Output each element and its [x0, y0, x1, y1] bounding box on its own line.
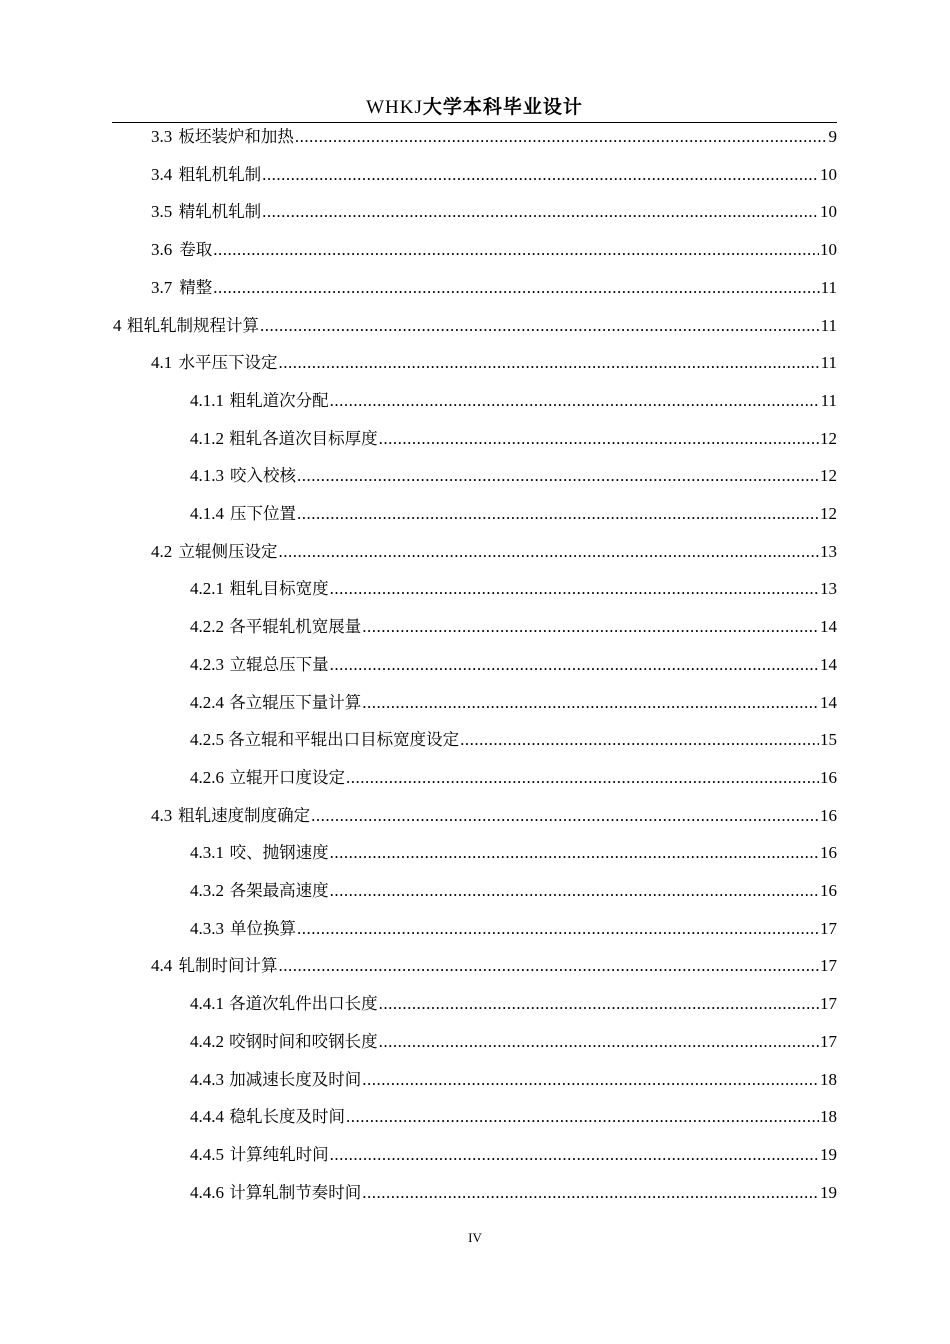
toc-entry-leader [330, 840, 819, 866]
toc-entry[interactable] [190, 501, 837, 527]
toc-entry-label: 单位换算 [230, 918, 297, 938]
toc-entry-number: 4.2.2 [190, 617, 224, 637]
toc-entry-leader [379, 1029, 819, 1055]
toc-entry-label: 立辊侧压设定 [178, 541, 278, 561]
toc-entry-leader [379, 426, 819, 452]
toc-entry[interactable] [190, 1067, 837, 1093]
toc-entry-leader [262, 162, 819, 188]
toc-entry[interactable] [190, 576, 837, 602]
toc-entry-number: 3.3 [151, 127, 173, 146]
toc-entry-page: 11 [820, 353, 837, 373]
toc-entry-number: 4.2.6 [190, 767, 224, 787]
toc-entry-label: 咬钢时间和咬钢长度 [229, 1031, 378, 1051]
toc-entry-leader [297, 501, 819, 527]
toc-entry-leader [260, 313, 820, 339]
toc-entry-label: 精轧机轧制 [178, 202, 262, 222]
toc-entry-leader [330, 1142, 819, 1168]
toc-entry-page: 19 [820, 1182, 837, 1202]
toc-entry-number: 3.4 [151, 164, 173, 184]
toc-entry-page: 13 [820, 579, 837, 599]
toc-entry-leader [346, 765, 819, 791]
toc-entry[interactable] [113, 313, 837, 339]
toc-entry-page: 17 [820, 994, 837, 1014]
toc-entry-leader [330, 576, 819, 602]
toc-entry[interactable] [151, 539, 837, 565]
toc-entry-page: 10 [820, 240, 837, 260]
toc-entry-number: 4.2 [151, 541, 173, 561]
toc-entry[interactable] [190, 1142, 837, 1168]
toc-entry[interactable] [190, 1104, 837, 1130]
toc-entry-label: 加减速长度及时间 [229, 1069, 362, 1089]
toc-entry-number: 3.5 [151, 202, 173, 222]
toc-entry[interactable] [190, 916, 837, 942]
toc-entry-number: 4.4.3 [190, 1069, 224, 1089]
toc-entry-number: 3.7 [151, 277, 173, 297]
toc-entry[interactable] [151, 350, 837, 376]
toc-entry-number: 4.3.3 [190, 918, 224, 938]
toc-entry-page: 17 [820, 956, 837, 976]
toc-entry-leader [379, 991, 819, 1017]
toc-entry-number: 4.4.1 [190, 994, 224, 1014]
toc-entry-label: 压下位置 [230, 504, 297, 523]
toc-entry-leader [330, 388, 820, 414]
header-title-latin: WHKJ [366, 97, 423, 118]
toc-entry[interactable] [190, 388, 837, 414]
toc-entry-number: 4.4.4 [190, 1107, 224, 1127]
toc-entry-leader [346, 1104, 819, 1130]
toc-entry-page: 17 [820, 1031, 837, 1051]
toc-entry-page: 11 [820, 390, 837, 410]
toc-entry[interactable] [190, 765, 837, 791]
toc-entry-page: 18 [820, 1107, 837, 1127]
toc-entry-page: 16 [820, 843, 837, 863]
header-title [366, 97, 583, 118]
toc-entry-label: 各立辊压下量计算 [229, 692, 362, 712]
toc-entry-page: 12 [820, 504, 837, 523]
toc-entry-page: 11 [820, 315, 837, 335]
toc-entry-number: 4.1.2 [190, 428, 224, 448]
toc-entry-number: 4.2.1 [190, 579, 224, 599]
toc-entry-number: 4.4 [151, 956, 173, 976]
toc-entry-label: 各道次轧件出口长度 [229, 994, 378, 1014]
toc-entry[interactable] [151, 953, 837, 979]
toc-entry-label: 粗轧轧制规程计算 [127, 315, 260, 335]
toc-entry-label: 粗轧各道次目标厚度 [229, 428, 378, 448]
toc-entry-label: 各架最高速度 [229, 881, 329, 900]
toc-entry-leader [295, 124, 828, 150]
toc-entry-number: 4.4.2 [190, 1031, 224, 1051]
toc-entry-label: 稳轧长度及时间 [229, 1107, 345, 1127]
toc-entry-leader [297, 463, 819, 489]
toc-entry-page: 12 [820, 428, 837, 448]
toc-entry-label: 水平压下设定 [178, 353, 278, 373]
toc-entry-number: 4.1.3 [190, 466, 224, 486]
toc-entry-leader [262, 199, 819, 225]
toc-entry[interactable] [151, 199, 837, 225]
header-title-cjk: 大学本科毕业设计 [422, 96, 583, 118]
toc-entry-page: 14 [820, 692, 837, 712]
toc-entry-label: 立辊总压下量 [229, 654, 329, 674]
toc-entry-number: 4.2.5 [190, 730, 224, 750]
toc-entry-label: 板坯装炉和加热 [178, 127, 294, 146]
toc-entry-page: 10 [820, 202, 837, 222]
toc-entry-label: 粗轧目标宽度 [229, 579, 329, 599]
toc-entry[interactable] [190, 840, 837, 866]
toc-entry-page: 16 [820, 881, 837, 900]
toc-entry-page: 9 [828, 127, 837, 146]
toc-entry-page: 15 [820, 730, 837, 750]
toc-entry-number: 4.4.6 [190, 1182, 224, 1202]
toc-entry-label: 精整 [179, 277, 213, 297]
toc-entry-leader [362, 1067, 819, 1093]
toc-entry-label: 立辊开口度设定 [229, 767, 345, 787]
toc-entry-number: 4.2.3 [190, 654, 224, 674]
toc-entry-page: 11 [820, 277, 837, 297]
toc-entry-leader [213, 237, 819, 263]
toc-entry[interactable] [190, 727, 837, 753]
toc-entry-page: 10 [820, 164, 837, 184]
toc-entry-page: 13 [820, 541, 837, 561]
toc-entry[interactable] [190, 614, 837, 640]
toc-entry-number: 4.2.4 [190, 692, 224, 712]
toc-entry-page: 18 [820, 1069, 837, 1089]
toc-entry[interactable] [151, 124, 837, 150]
toc-entry-number: 4.3 [151, 805, 173, 825]
toc-entry[interactable] [190, 652, 837, 678]
toc-entry-label: 各平辊轧机宽展量 [229, 617, 362, 637]
toc-entry-leader [278, 953, 819, 979]
toc-entry[interactable] [190, 1029, 837, 1055]
toc-entry[interactable] [151, 275, 837, 301]
toc-entry-page: 16 [820, 805, 837, 825]
toc-entry[interactable] [151, 162, 837, 188]
toc-entry-leader [278, 539, 819, 565]
toc-entry-leader [362, 614, 819, 640]
toc-entry-label: 计算纯轧时间 [229, 1144, 329, 1164]
toc-entry[interactable] [190, 878, 837, 904]
toc-entry-label: 计算轧制节奏时间 [229, 1182, 362, 1202]
toc-entry-leader [297, 916, 819, 942]
toc-entry-label: 咬、抛钢速度 [229, 843, 329, 863]
page-number: IV [468, 1230, 482, 1245]
toc-entry-page: 16 [820, 767, 837, 787]
toc-entry-leader [278, 350, 819, 376]
toc-entry[interactable] [151, 803, 837, 829]
toc-entry-number: 4.3.1 [190, 843, 224, 863]
toc-entry-page: 12 [820, 466, 837, 486]
toc-entry-label: 粗轧机轧制 [178, 164, 262, 184]
toc-entry-page: 17 [820, 918, 837, 938]
toc-entry-leader [330, 652, 819, 678]
toc-entry-leader [311, 803, 819, 829]
toc-entry-number: 4 [113, 315, 122, 335]
toc-entry-page: 14 [820, 654, 837, 674]
toc-entry-label: 粗轧道次分配 [229, 390, 329, 410]
toc-entry-label: 轧制时间计算 [178, 956, 278, 976]
toc-entry-leader [460, 727, 819, 753]
toc-entry[interactable] [190, 463, 837, 489]
toc-entry-leader [330, 878, 819, 904]
toc-entry-leader [362, 690, 819, 716]
toc-entry-leader [362, 1180, 819, 1206]
toc-entry[interactable] [190, 1180, 837, 1206]
toc-entry-label: 卷取 [179, 240, 213, 260]
toc-entry[interactable] [151, 237, 837, 263]
toc-entry-number: 4.1 [151, 353, 173, 373]
toc-entry-number: 4.1.4 [190, 504, 224, 523]
toc-entry-page: 14 [820, 617, 837, 637]
toc-entry-label: 咬入校核 [230, 466, 297, 486]
toc-entry[interactable] [190, 426, 837, 452]
toc-entry-leader [213, 275, 819, 301]
toc-entry[interactable] [190, 690, 837, 716]
toc-entry-number: 3.6 [151, 240, 173, 260]
toc-entry-number: 4.3.2 [190, 881, 224, 900]
page-header [112, 92, 837, 123]
toc-entry-number: 4.4.5 [190, 1144, 224, 1164]
toc-entry-label: 粗轧速度制度确定 [178, 805, 311, 825]
toc-entry-number: 4.1.1 [190, 390, 224, 410]
toc-entry-page: 19 [820, 1144, 837, 1164]
toc-entry-label: 各立辊和平辊出口目标宽度设定 [228, 730, 460, 750]
toc-entry[interactable] [190, 991, 837, 1017]
